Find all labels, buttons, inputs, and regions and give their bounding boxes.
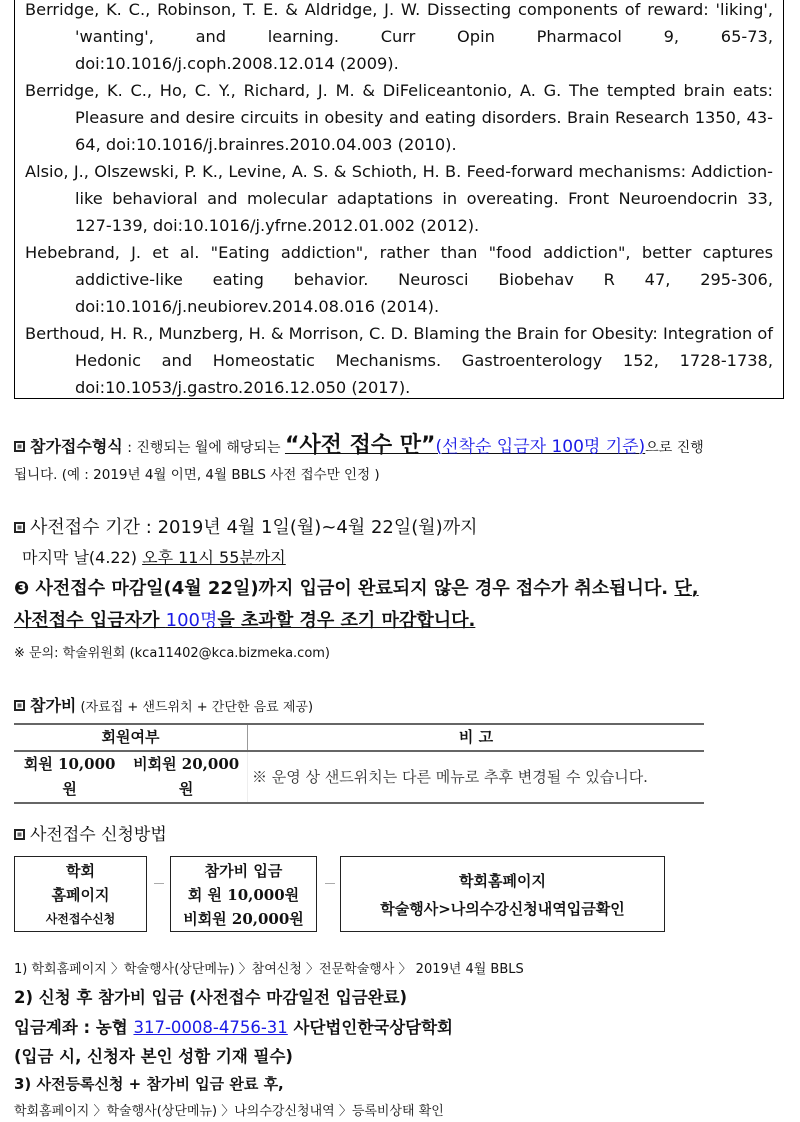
step-1: 1) 학회홈페이지 〉학술행사(상단메뉴) 〉참여신청 〉전문학술행사 〉 2019년 4월 BBLS <box>14 962 524 977</box>
fee-table <box>14 723 704 804</box>
last-day: 마지막 날(4.22) <box>22 548 143 567</box>
square-bullet-icon <box>14 522 25 533</box>
format-emph: “사전 접수 만” <box>284 433 436 458</box>
period-line <box>14 513 477 539</box>
account-holder: 사단법인한국상담학회 <box>287 1018 453 1037</box>
notice-blue: 100명 <box>165 610 218 631</box>
reference-item: Berthoud, H. R., Munzberg, H. & Morrison, C. D. Blaming the Brain for Obesity: Integration of Hedonic and Homeostatic Mechanisms. Gastroenterology 152, 1728-1738, doi:10.1053/j.gastro.2016.12.050 (2017). <box>25 324 773 397</box>
table-header: 비 고 <box>248 724 705 751</box>
format-line <box>14 428 704 459</box>
nonmember-fee: 비회원 20,000원 <box>125 751 247 803</box>
flow-text: 회 원 10,000원 <box>187 886 300 904</box>
flow-text: 비회원 20,000원 <box>183 910 304 928</box>
format-line-2: 됩니다. (예 : 2019년 4월 이면, 4월 BBLS 사전 접수만 인정 ) <box>14 467 380 483</box>
format-text: : 진행되는 월에 해당되는 <box>122 440 285 456</box>
flow-text: 홈페이지 <box>51 886 110 904</box>
method-label: 사전접수 신청방법 <box>30 825 167 845</box>
format-blue: (선착순 입금자 100명 기준) <box>435 437 646 457</box>
flow-box-apply <box>14 856 147 932</box>
notice-text: ❸ 사전접수 마감일(4월 22일)까지 입금이 완료되지 않은 경우 접수가 취소됩니다. <box>14 578 675 599</box>
member-fee: 회원 10,000원 <box>14 751 125 803</box>
flow-box-payment <box>170 856 317 932</box>
reference-item: Berridge, K. C., Ho, C. Y., Richard, J. M. & DiFeliceantonio, A. G. The tempted brain eats: Pleasure and desire circuits in obesity and eating disorders. Brain Research 1350, 43-64, doi:10.1016/j.brainres.2010.04.003 (2010). <box>25 81 773 154</box>
last-time: 오후 11시 55분까지 <box>142 548 286 567</box>
period-label: 사전접수 기간 <box>30 517 141 538</box>
account-number-link[interactable]: 317-0008-4756-31 <box>133 1018 288 1037</box>
notice-line-1 <box>14 574 699 600</box>
account-note: (입금 시, 신청자 본인 성함 기재 필수) <box>14 1047 293 1066</box>
fee-heading <box>14 693 313 716</box>
flow-connector <box>154 883 164 884</box>
step-3: 3) 사전등록신청 + 참가비 입금 완료 후, <box>14 1075 284 1093</box>
account-line <box>14 1014 453 1038</box>
flow-text: 학회 <box>66 862 95 880</box>
flow-text: 사전접수신청 <box>45 912 116 926</box>
last-day-line <box>22 545 286 568</box>
step-3-path: 학회홈페이지 〉학술행사(상단메뉴) 〉나의수강신청내역 〉등록비상태 확인 <box>14 1104 444 1119</box>
fee-note: ※ 운영 상 샌드위치는 다른 메뉴로 추후 변경될 수 있습니다. <box>248 751 705 803</box>
notice-line-2 <box>14 606 475 632</box>
notice-text: 사전접수 입금자가 <box>14 610 166 631</box>
reference-item: Alsio, J., Olszewski, P. K., Levine, A. S. & Schioth, H. B. Feed-forward mechanisms: Addiction-like behavioral and molecular adaptations in overeating. Front Neuroendocrin 33, 127-139, doi:10.1016/j.yfrne.2012.01.002 (2012). <box>25 162 773 235</box>
flow-text: 학회홈페이지 <box>459 872 546 890</box>
account-label: 입금계좌 : 농협 <box>14 1018 134 1037</box>
fee-sub: (자료집 + 샌드위치 + 간단한 음료 제공) <box>76 700 314 715</box>
format-text-2: 으로 진행 <box>645 440 704 456</box>
period-value: : 2019년 4월 1일(월)~4월 22일(월)까지 <box>140 517 478 538</box>
reference-item: Hebebrand, J. et al. "Eating addiction", rather than "food addiction", better captures addictive-like eating behavior. Neurosci Biobehav R 47, 295-306, doi:10.1016/j.neubiorev.2014.08.016 (2014). <box>25 243 773 316</box>
step-2: 2) 신청 후 참가비 입금 (사전접수 마감일전 입금완료) <box>14 988 408 1007</box>
table-header: 회원여부 <box>14 724 248 751</box>
notice-underline: 단, <box>674 578 699 599</box>
format-label: 참가접수형식 <box>30 437 123 456</box>
flow-box-confirm <box>340 856 665 932</box>
fee-label: 참가비 <box>30 696 77 715</box>
method-heading <box>14 820 167 845</box>
square-bullet-icon <box>14 700 25 711</box>
square-bullet-icon <box>14 441 25 452</box>
square-bullet-icon <box>14 829 25 840</box>
flow-text: 학술행사>나의수강신청내역입금확인 <box>380 900 625 918</box>
reference-item: Berridge, K. C., Robinson, T. E. & Aldridge, J. W. Dissecting components of reward: 'liking', 'wanting', and learning. Curr Opin Pharmacol 9, 65-73, doi:10.1016/j.coph.2008.12.014 (2009). <box>25 0 773 73</box>
flow-connector <box>325 883 335 884</box>
references-box <box>14 0 784 399</box>
contact-line: ※ 문의: 학술위원회 (kca11402@kca.bizmeka.com) <box>14 646 331 661</box>
flow-text: 참가비 입금 <box>204 862 283 880</box>
notice-text: 을 초과할 경우 조기 마감합니다. <box>217 610 476 631</box>
